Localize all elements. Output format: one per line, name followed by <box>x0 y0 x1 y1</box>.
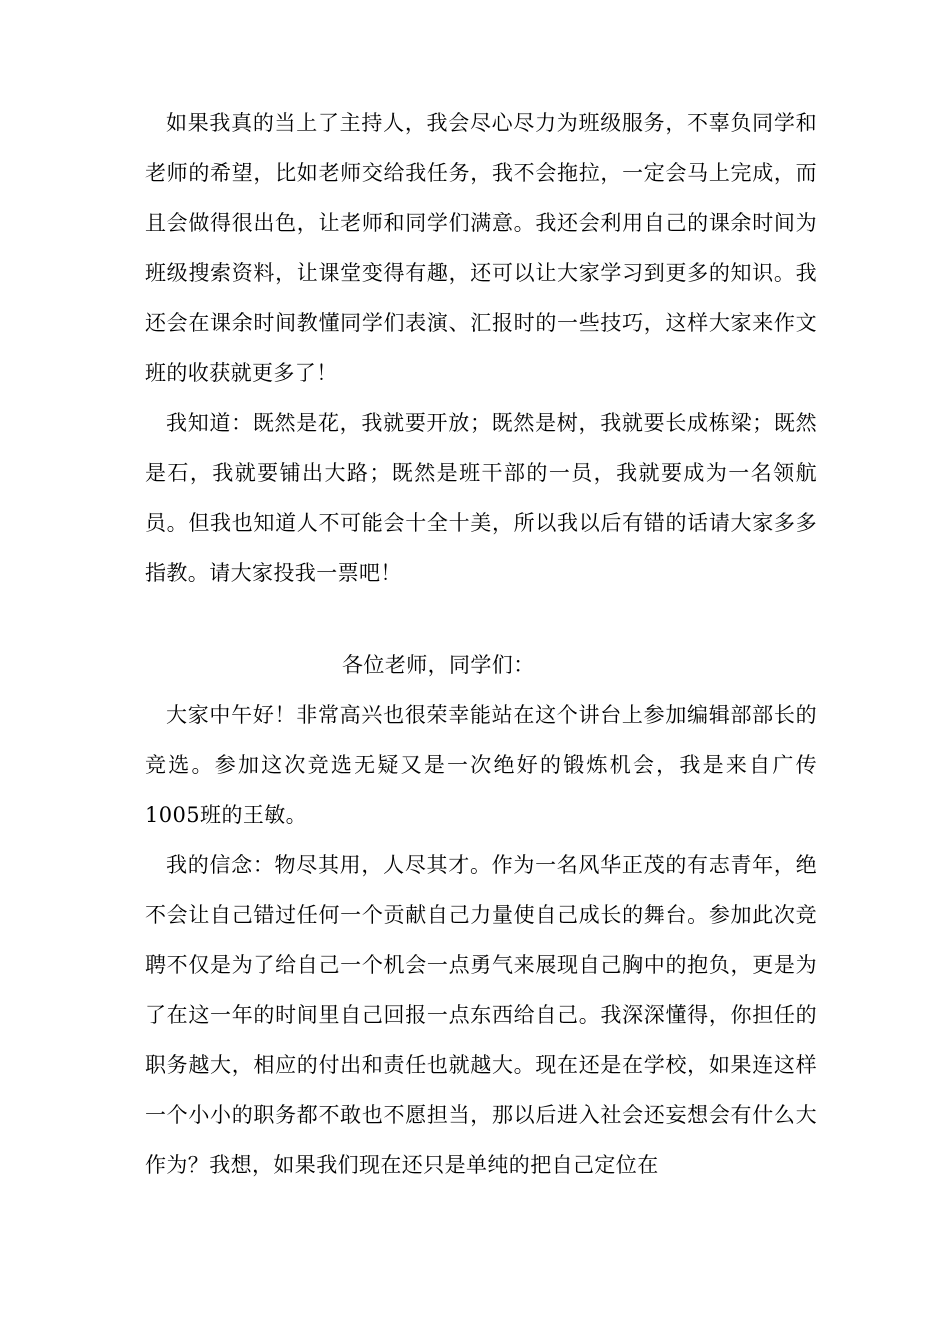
paragraph-introduction: 大家中午好！非常高兴也很荣幸能站在这个讲台上参加编辑部部长的竞选。参加这次竞选无疑又是一次绝好的锻炼机会，我是来自广传1005班的王敏。 <box>145 703 817 827</box>
paragraph-belief: 我的信念：物尽其用，人尽其才。作为一名风华正茂的有志青年，绝不会让自己错过任何一个贡献自己力量使自己成长的舞台。参加此次竞聘不仅是为了给自己一个机会一点勇气来展现自己胸中的抱负，更是为了在这一年的时间里自己回报一点东西给自己。我深深懂得，你担任的职务越大，相应的付出和责任也就越大。现在还是在学校，如果连这样一个小小的职务都不敢也不愿担当，那以后进入社会还妄想会有什么大作为？我想，如果我们现在还只是单纯的把自己定位在 <box>145 853 817 1177</box>
speech-section-editor <box>145 640 817 1190</box>
paragraph-host-pledge: 我知道：既然是花，我就要开放；既然是树，我就要长成栋梁；既然是石，我就要铺出大路；既然是班干部的一员，我就要成为一名领航员。但我也知道人不可能会十全十美，所以我以后有错的话请大家多多指教。请大家投我一票吧！ <box>145 411 817 585</box>
paragraph-host-duties: 如果我真的当上了主持人，我会尽心尽力为班级服务，不辜负同学和老师的希望，比如老师交给我任务，我不会拖拉，一定会马上完成，而且会做得很出色，让老师和同学们满意。我还会利用自己的课余时间为班级搜索资料，让课堂变得有趣，还可以让大家学习到更多的知识。我还会在课余时间教懂同学们表演、汇报时的一些技巧，这样大家来作文班的收获就更多了！ <box>145 111 817 385</box>
speech-section-host <box>145 98 817 598</box>
greeting-line: 各位老师，同学们： <box>342 653 535 677</box>
